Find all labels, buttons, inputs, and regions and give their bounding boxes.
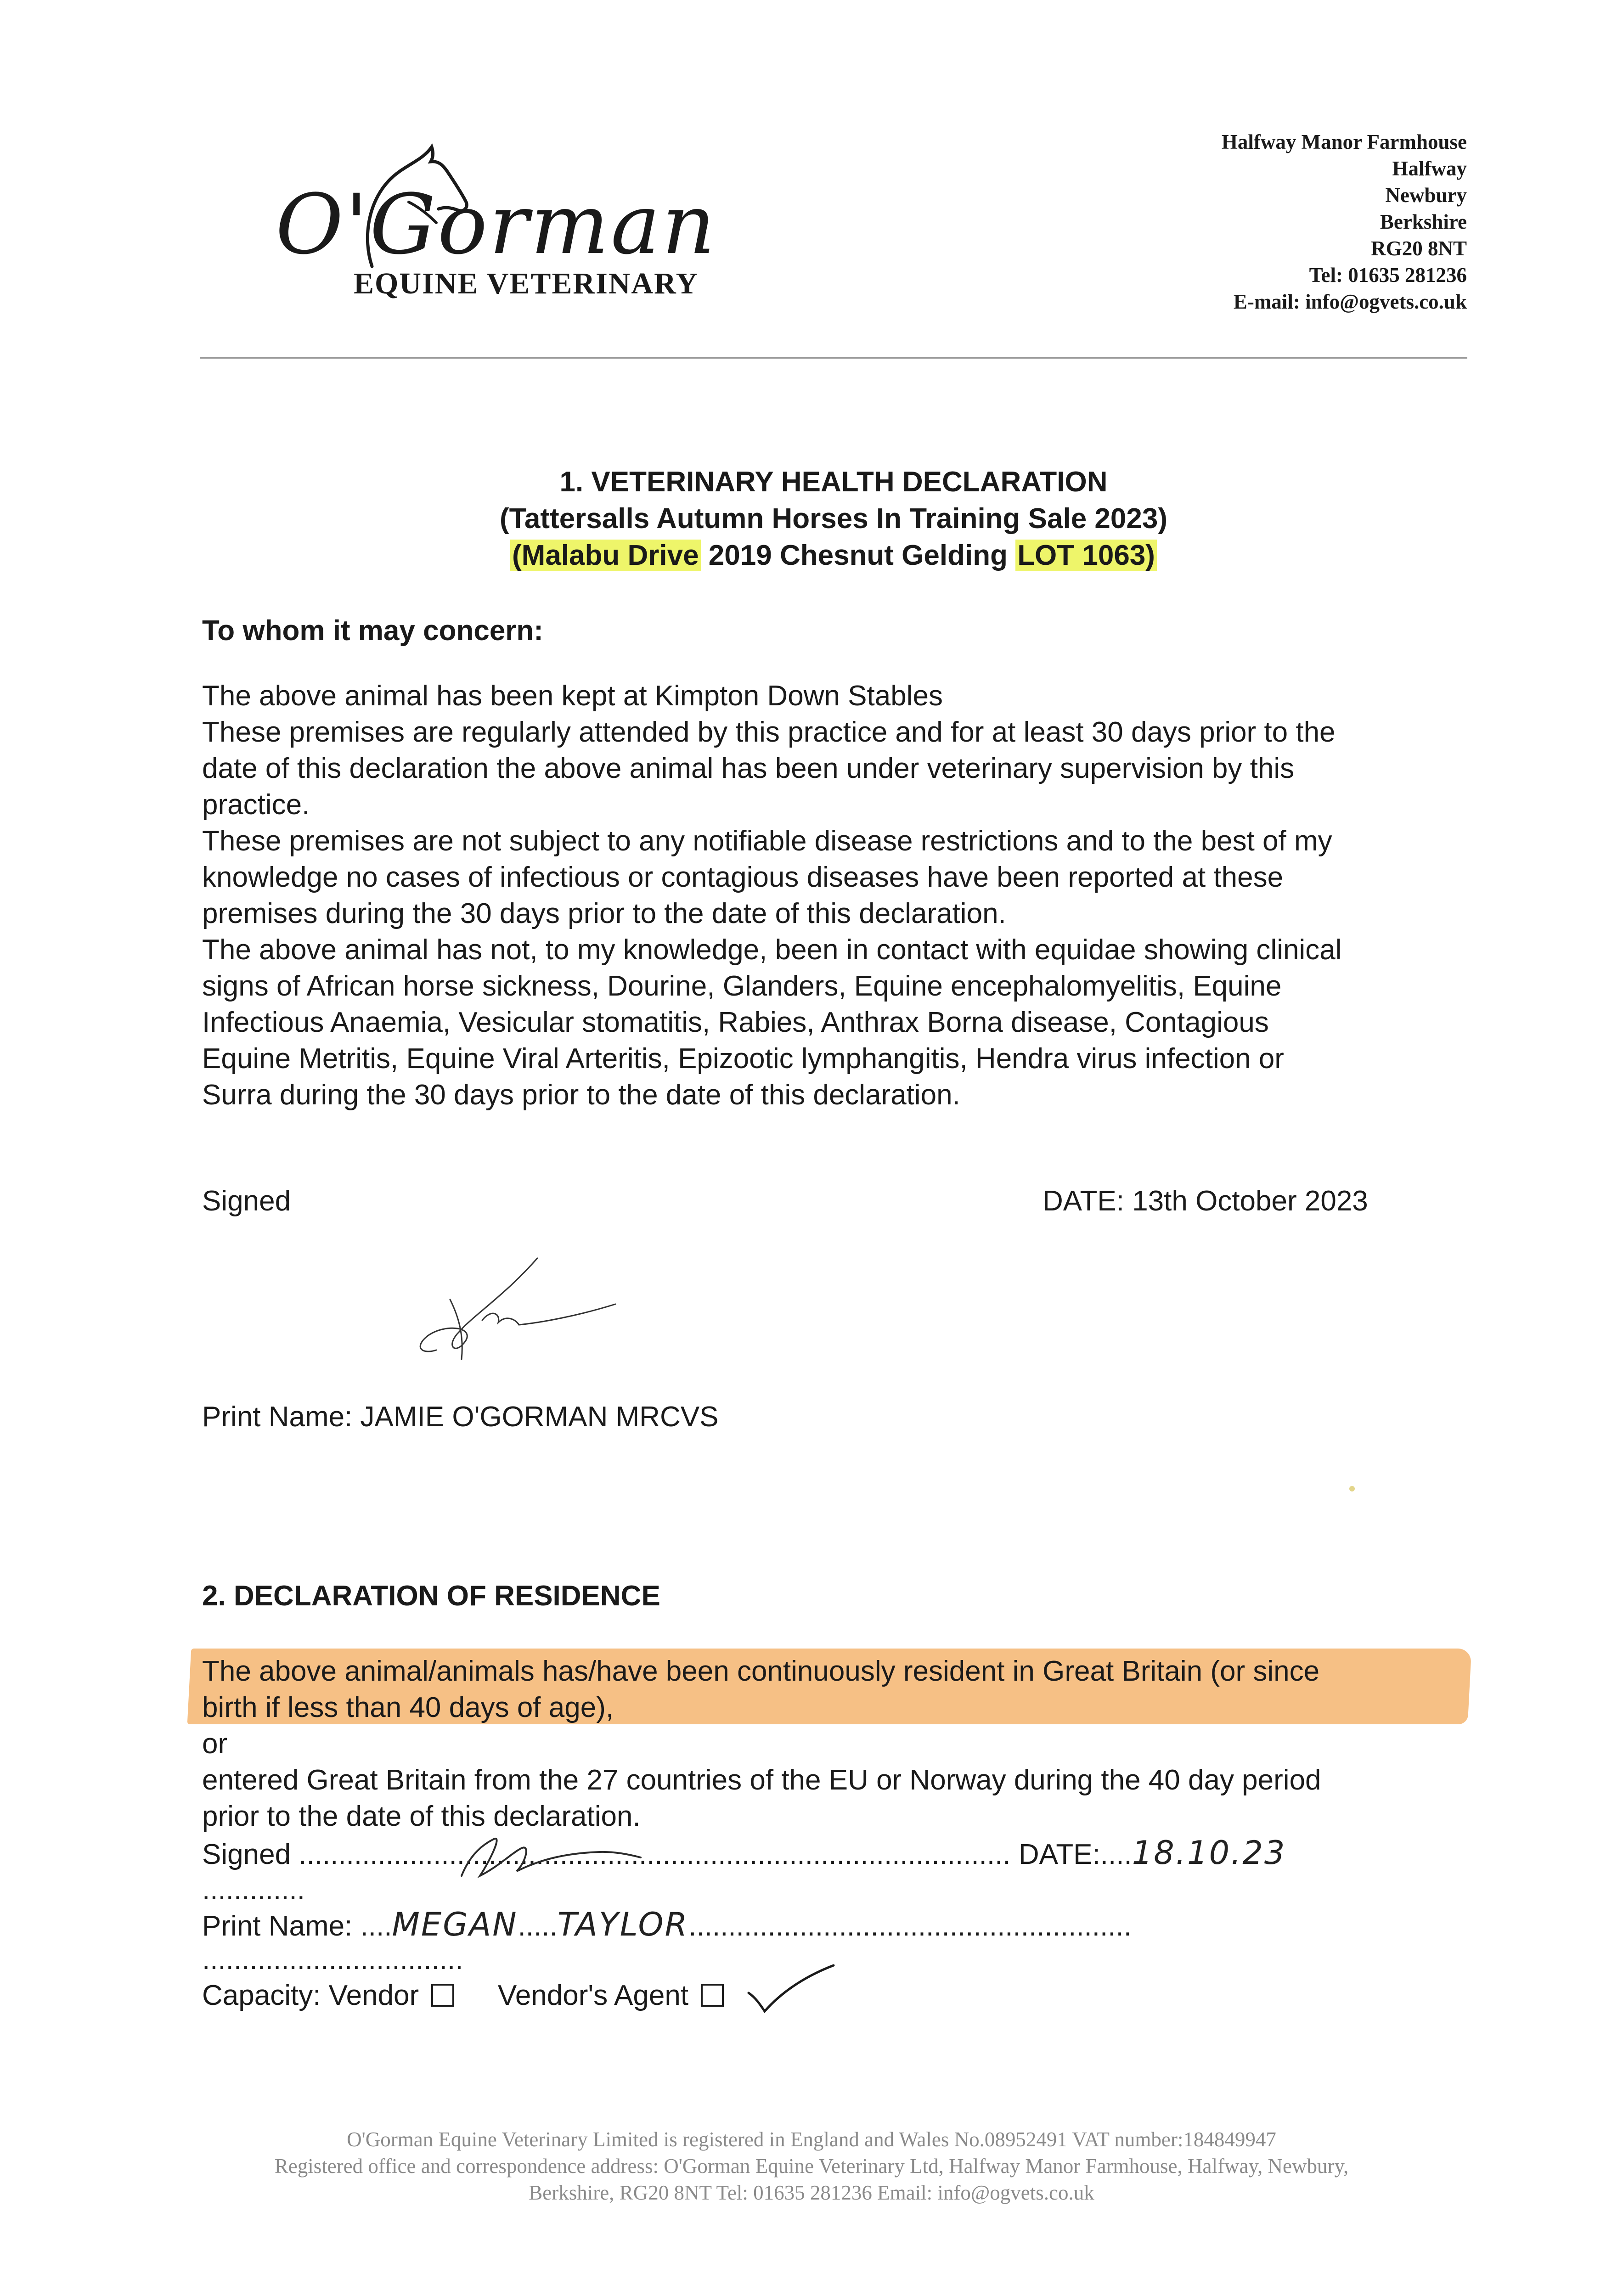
footer-line: Registered office and correspondence address: O'Gorman Equine Veterinary Ltd, Halfway Manor Farmhouse, Halfway, Newbury,	[274, 2155, 1349, 2178]
body-line: date of this declaration the above animal has been under veterinary supervision by this	[202, 753, 1295, 784]
residence-text	[202, 1653, 1479, 1835]
practice-address	[1222, 129, 1467, 315]
residence-line: birth if less than 40 days of age),	[202, 1692, 614, 1723]
print-name-label: Print Name:	[202, 1910, 361, 1942]
logo-subtitle: EQUINE VETERINARY	[354, 267, 699, 300]
body-line: These premises are not subject to any notifiable disease restrictions and to the best of my	[202, 825, 1332, 857]
company-footer	[138, 2126, 1485, 2206]
handwritten-date[interactable]: 18.10.23	[1132, 1834, 1286, 1872]
body-line: The above animal has not, to my knowledge, been in contact with equidae showing clinical	[202, 934, 1342, 966]
date-field-label: DATE:	[1010, 1839, 1100, 1870]
dots-line: .................................	[202, 1944, 463, 1975]
header-divider	[200, 357, 1467, 359]
signed-field-label: Signed	[202, 1839, 299, 1870]
body-line: These premises are regularly attended by this practice and for at least 30 days prior to the	[202, 716, 1336, 748]
date-dots: ....	[1100, 1839, 1132, 1870]
name-dots: ....	[360, 1910, 392, 1942]
title-line-1: 1. VETERINARY HEALTH DECLARATION	[559, 466, 1108, 498]
logo-wordmark: O'Gorman	[276, 177, 717, 273]
handwritten-first-name[interactable]: MEGAN	[392, 1906, 518, 1943]
capacity-row	[202, 1979, 724, 2012]
footer-line: Berkshire, RG20 8NT Tel: 01635 281236 Email: info@ogvets.co.uk	[529, 2181, 1094, 2204]
agent-signature	[452, 1825, 645, 1885]
handwritten-last-name[interactable]: TAYLOR	[557, 1906, 689, 1943]
residence-line: or	[202, 1728, 228, 1760]
salutation: To whom it may concern:	[202, 615, 543, 647]
body-line: premises during the 30 days prior to the date of this declaration.	[202, 898, 1006, 929]
signed-row	[202, 1834, 1286, 1872]
print-name-row	[202, 1906, 1132, 1943]
horse-description: 2019 Chesnut Gelding	[700, 540, 1016, 571]
address-line: Halfway Manor Farmhouse	[1221, 130, 1467, 153]
address-line: Berkshire	[1380, 210, 1467, 233]
lot-number-highlight: LOT 1063)	[1015, 540, 1157, 571]
address-line: E-mail: info@ogvets.co.uk	[1233, 290, 1467, 313]
vendor-agent-checkbox[interactable]	[701, 1984, 724, 2007]
body-line: Infectious Anaemia, Vesicular stomatitis, Rabies, Anthrax Borna disease, Contagious	[202, 1007, 1269, 1038]
body-line: Surra during the 30 days prior to the date of this declaration.	[202, 1079, 960, 1111]
name-dots: .....	[518, 1910, 558, 1942]
capacity-vendor-label: Capacity: Vendor	[202, 1980, 419, 2011]
vendor-checkbox[interactable]	[431, 1984, 454, 2007]
stray-mark	[1349, 1486, 1355, 1491]
section1-title	[200, 464, 1467, 574]
address-line: Halfway	[1392, 157, 1467, 180]
title-line-3	[200, 537, 1467, 574]
check-mark-icon	[744, 1961, 836, 2020]
vet-print-name: Print Name: JAMIE O'GORMAN MRCVS	[202, 1401, 719, 1433]
horse-name-highlight: (Malabu Drive	[510, 540, 701, 571]
address-line: Newbury	[1385, 184, 1467, 207]
vet-signature	[395, 1240, 643, 1368]
residence-line: The above animal/animals has/have been continuously resident in Great Britain (or since	[202, 1655, 1320, 1687]
company-logo	[276, 133, 726, 317]
title-line-2: (Tattersalls Autumn Horses In Training Sale 2023)	[500, 503, 1167, 535]
body-line: practice.	[202, 789, 310, 821]
residence-line: entered Great Britain from the 27 countries of the EU or Norway during the 40 day period	[202, 1764, 1321, 1796]
section2-title: 2. DECLARATION OF RESIDENCE	[202, 1580, 660, 1612]
body-line: Equine Metritis, Equine Viral Arteritis, Epizootic lymphangitis, Hendra virus infection or	[202, 1043, 1284, 1075]
residence-line: prior to the date of this declaration.	[202, 1801, 641, 1832]
vendor-agent-label: Vendor's Agent	[497, 1980, 689, 2011]
address-line: Tel: 01635 281236	[1309, 264, 1467, 287]
declaration-date: DATE: 13th October 2023	[1043, 1185, 1368, 1217]
signature-dots[interactable]: ..........................................................................................	[299, 1839, 1011, 1870]
body-line: signs of African horse sickness, Dourine, Glanders, Equine encephalomyelitis, Equine	[202, 970, 1282, 1002]
signed-label: Signed	[202, 1185, 291, 1217]
address-line: RG20 8NT	[1371, 237, 1467, 260]
footer-line: O'Gorman Equine Veterinary Limited is registered in England and Wales No.08952491 VAT number:184849947	[347, 2128, 1276, 2151]
declaration-body	[202, 678, 1479, 1113]
body-line: knowledge no cases of infectious or contagious diseases have been reported at these	[202, 861, 1284, 893]
dots-line: .............	[202, 1874, 305, 1906]
body-line: The above animal has been kept at Kimpton Down Stables	[202, 680, 943, 712]
name-dots: ........................................................	[688, 1910, 1132, 1942]
